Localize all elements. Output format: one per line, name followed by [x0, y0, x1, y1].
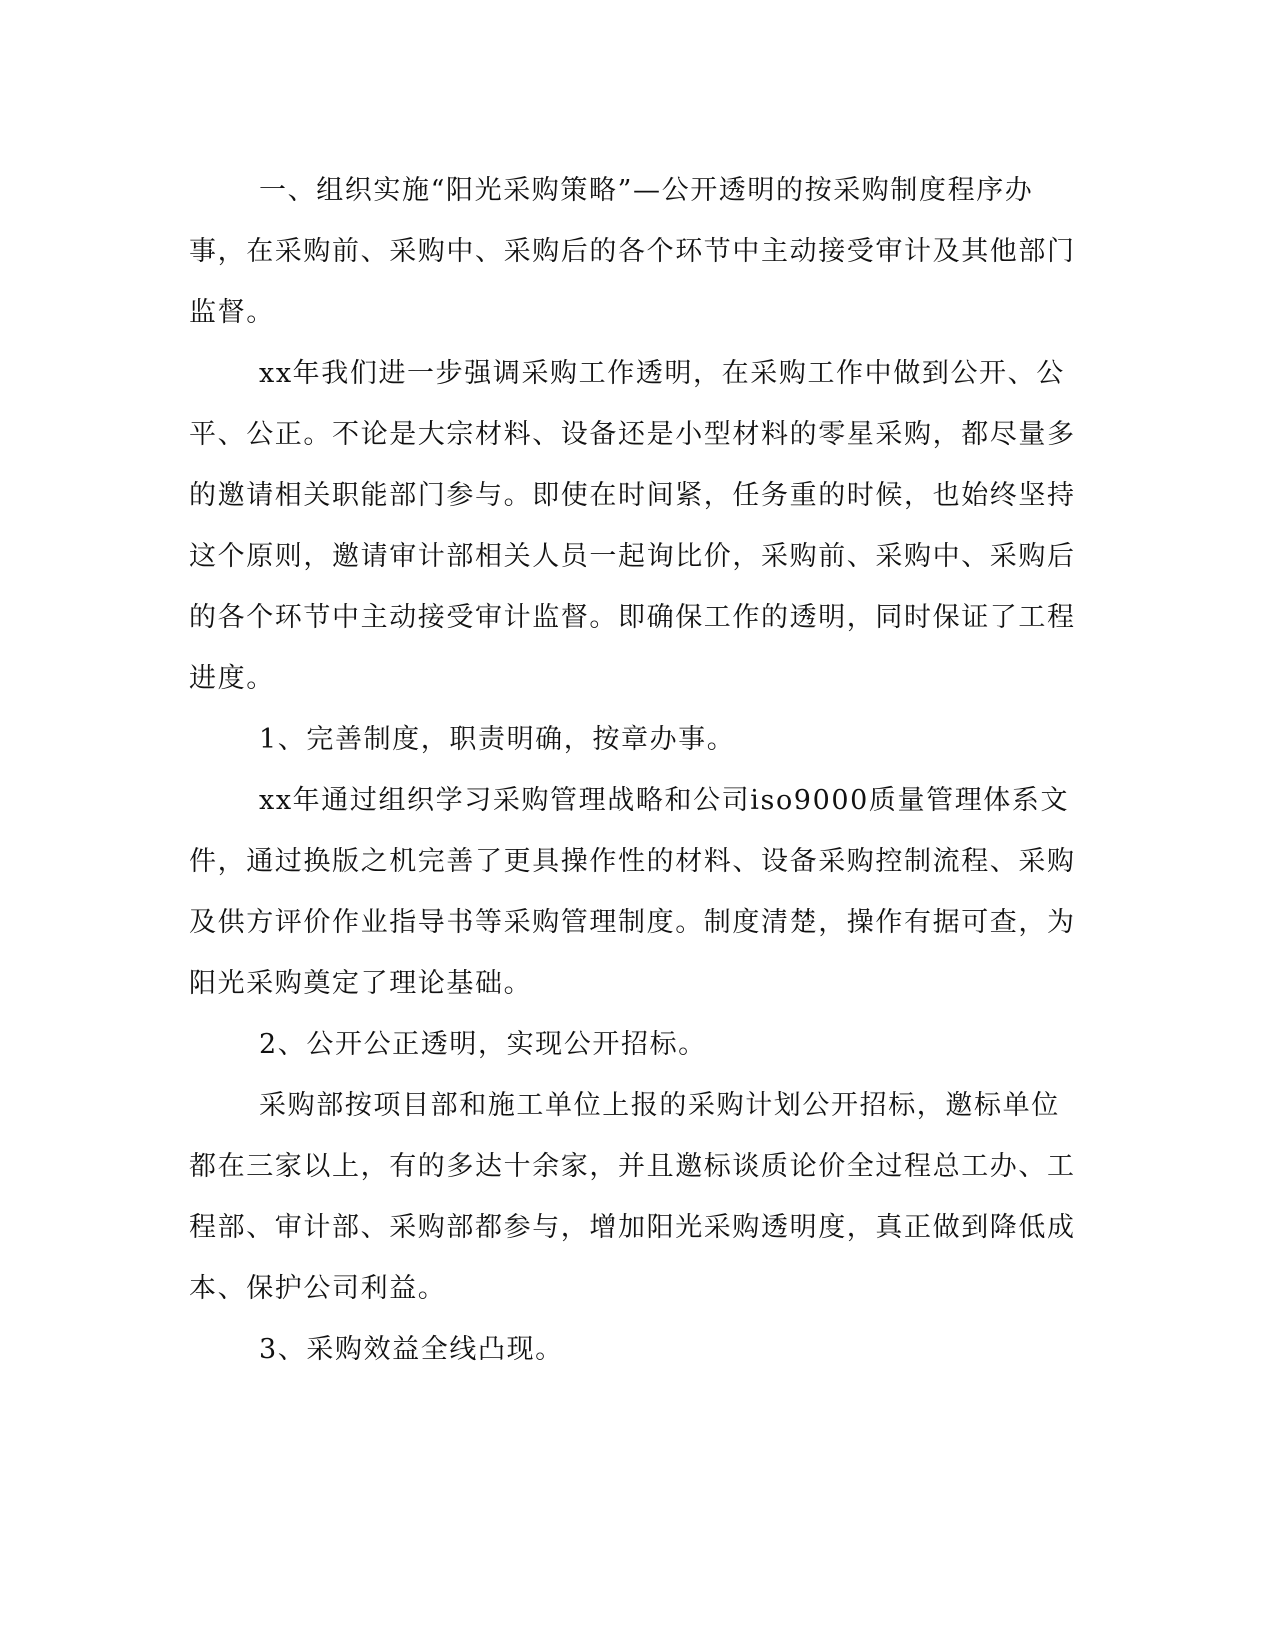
heading-open-tender: 2、公开公正透明，实现公开招标。: [259, 1029, 707, 1060]
document-body: [189, 160, 1084, 1380]
paragraph-sunshine-procurement-strategy: 一、组织实施“阳光采购策略”—公开透明的按采购制度程序办事，在采购前、采购中、采购后的各个环节中主动接受审计及其他部门监督。: [189, 175, 1076, 328]
paragraph-transparency: xx年我们进一步强调采购工作透明，在采购工作中做到公开、公平、公正。不论是大宗材料、设备还是小型材料的零星采购，都尽量多的邀请相关职能部门参与。即使在时间紧，任务重的时候，也始终坚持这个原则，邀请审计部相关人员一起询比价，采购前、采购中、采购后的各个环节中主动接受审计监督。即确保工作的透明，同时保证了工程进度。: [189, 358, 1076, 694]
paragraph-iso9000: xx年通过组织学习采购管理战略和公司iso9000质量管理体系文件，通过换版之机完善了更具操作性的材料、设备采购控制流程、采购及供方评价作业指导书等采购管理制度。制度清楚，操作有据可查，为阳光采购奠定了理论基础。: [189, 785, 1076, 999]
heading-procurement-benefits: 3、采购效益全线凸现。: [259, 1334, 564, 1365]
paragraph-public-bidding: 采购部按项目部和施工单位上报的采购计划公开招标，邀标单位都在三家以上，有的多达十余家，并且邀标谈质论价全过程总工办、工程部、审计部、采购部都参与，增加阳光采购透明度，真正做到降低成本、保护公司利益。: [189, 1090, 1076, 1304]
heading-improve-system: 1、完善制度，职责明确，按章办事。: [259, 724, 736, 755]
